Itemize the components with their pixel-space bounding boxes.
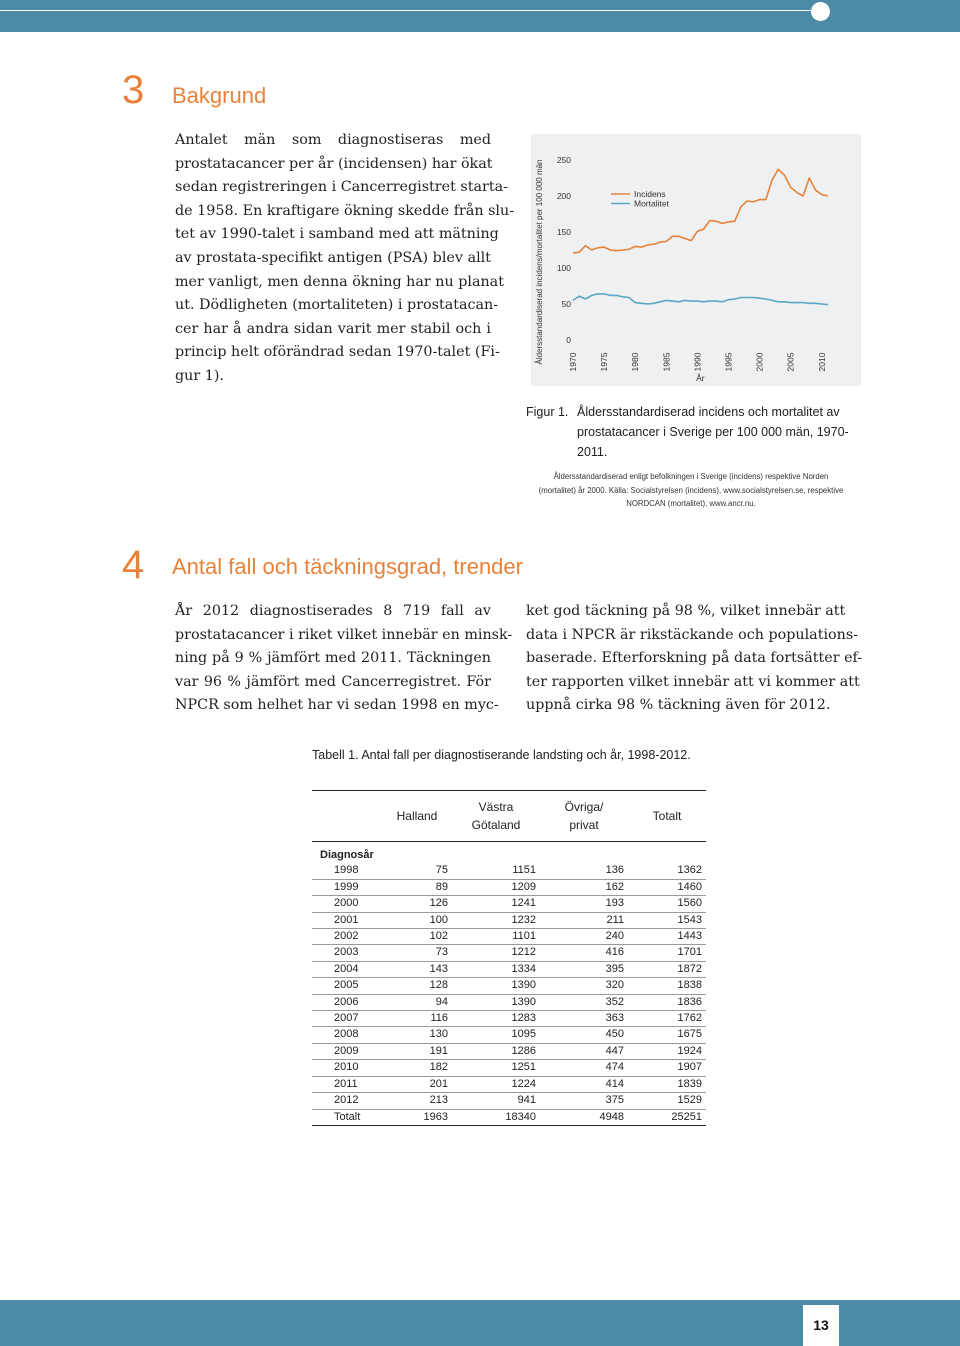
section-3-body xyxy=(175,129,515,389)
text-line: ut. Dödligheten (mortaliteten) i prostatacan- xyxy=(175,297,499,314)
value-cell: 1460 xyxy=(628,879,706,895)
value-cell: 73 xyxy=(382,945,452,961)
series-line-mortalitet xyxy=(573,294,828,305)
table-row xyxy=(312,1060,706,1076)
x-tick-label: 1990 xyxy=(692,352,703,372)
value-cell: 182 xyxy=(382,1060,452,1076)
value-cell: 416 xyxy=(540,945,628,961)
row-header-label: Diagnosår xyxy=(320,849,374,861)
figure-caption-text xyxy=(577,402,849,462)
value-cell: 1334 xyxy=(452,961,540,977)
table-header-row xyxy=(312,791,706,842)
text-line: var 96 % jämfört med Cancerregistret. För xyxy=(175,673,491,690)
figure-caption-line: prostatacancer i Sverige per 100 000 män, 1970- xyxy=(577,425,849,439)
value-cell: 240 xyxy=(540,929,628,945)
value-cell: 94 xyxy=(382,994,452,1010)
text-line: tet av 1990-talet i samband med att mätning xyxy=(175,226,499,243)
value-cell: 116 xyxy=(382,1011,452,1027)
value-cell: 320 xyxy=(540,978,628,994)
legend-label: Incidens xyxy=(634,189,666,199)
text-line: de 1958. En kraftigare ökning skedde från slu- xyxy=(175,202,515,219)
table-row xyxy=(312,863,706,879)
table-row xyxy=(312,978,706,994)
text-line: ter rapporten vilket innebär att vi kommer att xyxy=(526,673,860,690)
value-cell: 447 xyxy=(540,1043,628,1059)
section-4-number: 4 xyxy=(122,543,145,587)
text-line: mer vanligt, men denna ökning har nu planat xyxy=(175,273,504,290)
text-line: ning på 9 % jämfört med 2011. Täckningen xyxy=(175,650,491,667)
value-cell: 1838 xyxy=(628,978,706,994)
table-row xyxy=(312,1043,706,1059)
x-axis-title: År xyxy=(696,373,705,383)
value-cell: 1872 xyxy=(628,961,706,977)
col-header-ovriga-privat: Övriga/ privat xyxy=(540,791,628,842)
text-line: År 2012 diagnostiserades 8 719 fall av xyxy=(175,603,491,619)
value-cell: 1224 xyxy=(452,1076,540,1092)
table-row xyxy=(312,912,706,928)
figure-source-line: (mortalitet) år 2000. Källa: Socialstyrelsen (incidens), www.socialstyrelsen.se, respektive xyxy=(538,485,844,495)
legend-label: Mortalitet xyxy=(634,198,669,209)
value-cell: 128 xyxy=(382,978,452,994)
text-line: gur 1). xyxy=(175,367,224,384)
value-cell: 1151 xyxy=(452,863,540,879)
value-cell: 1560 xyxy=(628,896,706,912)
value-cell: 143 xyxy=(382,961,452,977)
y-tick-label: 250 xyxy=(556,155,571,165)
series-line-incidens xyxy=(573,169,828,253)
text-line: prostatacancer per år (incidensen) har ökat xyxy=(175,155,493,172)
value-cell: 1101 xyxy=(452,929,540,945)
text-line: NPCR som helhet har vi sedan 1998 en myc- xyxy=(175,697,499,714)
value-cell: 474 xyxy=(540,1060,628,1076)
col-header-vastra-gotaland: Västra Götaland xyxy=(452,791,540,842)
row-label-cell: 2007 xyxy=(312,1011,382,1027)
y-tick-label: 150 xyxy=(556,227,571,237)
row-label-cell: 2009 xyxy=(312,1043,382,1059)
row-header-row xyxy=(312,842,706,864)
row-label-cell: 1998 xyxy=(312,863,382,879)
value-cell: 1286 xyxy=(452,1043,540,1059)
value-cell: 1839 xyxy=(628,1076,706,1092)
value-cell: 1836 xyxy=(628,994,706,1010)
row-label-cell: 2008 xyxy=(312,1027,382,1043)
text-line: ket god täckning på 98 %, vilket innebär att xyxy=(526,603,846,619)
value-cell: 1251 xyxy=(452,1060,540,1076)
header-dot xyxy=(811,2,830,21)
value-cell: 1241 xyxy=(452,896,540,912)
value-cell: 1529 xyxy=(628,1093,706,1109)
value-cell: 450 xyxy=(540,1027,628,1043)
text-line: prostatacancer i riket vilket innebär en minsk- xyxy=(175,626,513,643)
row-label-cell: Totalt xyxy=(312,1109,382,1125)
header-band xyxy=(0,0,960,32)
y-tick-label: 100 xyxy=(556,263,571,273)
value-cell: 941 xyxy=(452,1093,540,1109)
x-tick-label: 2010 xyxy=(816,352,827,372)
row-label-cell: 2000 xyxy=(312,896,382,912)
text-line: Antalet män som diagnostiseras med xyxy=(175,132,491,148)
text-line: cer har å andra sidan varit mer stabil och i xyxy=(175,320,491,337)
text-line: baserade. Efterforskning på data fortsätter ef- xyxy=(526,650,863,667)
value-cell: 395 xyxy=(540,961,628,977)
table-row xyxy=(312,1093,706,1109)
figure-source-line: Åldersstandardiserad enligt befolkningen i Sverige (incidens) respektive Norden xyxy=(553,472,829,481)
x-tick-label: 2000 xyxy=(754,352,765,372)
value-cell: 1701 xyxy=(628,945,706,961)
y-tick-label: 0 xyxy=(566,335,571,345)
value-cell: 75 xyxy=(382,863,452,879)
col-header-halland: Halland xyxy=(382,791,452,842)
value-cell: 25251 xyxy=(628,1109,706,1125)
value-cell: 363 xyxy=(540,1011,628,1027)
value-cell: 1390 xyxy=(452,994,540,1010)
row-label-cell: 2003 xyxy=(312,945,382,961)
figure-caption-line: 2011. xyxy=(577,445,608,459)
value-cell: 130 xyxy=(382,1027,452,1043)
table-row xyxy=(312,1027,706,1043)
x-tick-label: 1975 xyxy=(599,352,610,372)
y-tick-label: 200 xyxy=(556,191,571,201)
row-label-cell: 2010 xyxy=(312,1060,382,1076)
value-cell: 1963 xyxy=(382,1109,452,1125)
row-label-cell: 2001 xyxy=(312,912,382,928)
value-cell: 1762 xyxy=(628,1011,706,1027)
y-tick-label: 50 xyxy=(561,299,571,309)
x-tick-label: 1980 xyxy=(630,352,641,372)
value-cell: 18340 xyxy=(452,1109,540,1125)
value-cell: 352 xyxy=(540,994,628,1010)
value-cell: 4948 xyxy=(540,1109,628,1125)
text-line: princip helt oförändrad sedan 1970-talet (Fi- xyxy=(175,344,500,361)
figure-label: Figur 1. xyxy=(526,405,569,419)
section-4-title: Antal fall och täckningsgrad, trender xyxy=(172,554,523,579)
value-cell: 191 xyxy=(382,1043,452,1059)
text-line: data i NPCR är rikstäckande och populations- xyxy=(526,626,859,643)
value-cell: 126 xyxy=(382,896,452,912)
value-cell: 102 xyxy=(382,929,452,945)
table-total-row xyxy=(312,1109,706,1125)
value-cell: 1209 xyxy=(452,879,540,895)
value-cell: 213 xyxy=(382,1093,452,1109)
table-row xyxy=(312,1011,706,1027)
table-row xyxy=(312,994,706,1010)
col-header-totalt: Totalt xyxy=(628,791,706,842)
x-tick-label: 1995 xyxy=(723,352,734,372)
value-cell: 162 xyxy=(540,879,628,895)
value-cell: 375 xyxy=(540,1093,628,1109)
table-row xyxy=(312,961,706,977)
incidence-mortality-chart xyxy=(522,130,862,392)
text-line: sedan registreringen i Cancerregistret starta- xyxy=(175,179,508,196)
table-row xyxy=(312,879,706,895)
value-cell: 1212 xyxy=(452,945,540,961)
table-row xyxy=(312,896,706,912)
table-caption: Tabell 1. Antal fall per diagnostiserande landsting och år, 1998-2012. xyxy=(312,748,691,762)
value-cell: 211 xyxy=(540,912,628,928)
figure-caption-line: Åldersstandardiserad incidens och mortalitet av xyxy=(577,405,840,419)
value-cell: 100 xyxy=(382,912,452,928)
table-row xyxy=(312,1076,706,1092)
figure-source-note xyxy=(526,470,856,511)
section-3-number: 3 xyxy=(122,68,145,112)
value-cell: 1232 xyxy=(452,912,540,928)
text-line: av prostata-specifikt antigen (PSA) blev allt xyxy=(175,249,491,266)
figure-source-line: NORDCAN (mortalitet), www.ancr.nu. xyxy=(626,499,756,508)
value-cell: 1907 xyxy=(628,1060,706,1076)
row-label-cell: 2012 xyxy=(312,1093,382,1109)
row-label-cell: 2002 xyxy=(312,929,382,945)
row-label-cell: 1999 xyxy=(312,879,382,895)
value-cell: 1675 xyxy=(628,1027,706,1043)
row-label-cell: 2004 xyxy=(312,961,382,977)
value-cell: 1924 xyxy=(628,1043,706,1059)
x-tick-label: 1970 xyxy=(568,352,578,372)
value-cell: 1443 xyxy=(628,929,706,945)
value-cell: 1390 xyxy=(452,978,540,994)
x-tick-label: 1985 xyxy=(661,352,672,372)
table-row xyxy=(312,945,706,961)
value-cell: 136 xyxy=(540,863,628,879)
text-line: uppnå cirka 98 % täckning även för 2012. xyxy=(526,697,831,714)
value-cell: 1283 xyxy=(452,1011,540,1027)
x-tick-label: 2005 xyxy=(785,352,796,372)
table-corner xyxy=(312,791,382,842)
row-label-cell: 2006 xyxy=(312,994,382,1010)
value-cell: 414 xyxy=(540,1076,628,1092)
value-cell: 1095 xyxy=(452,1027,540,1043)
cases-table xyxy=(312,790,706,1126)
page-number: 13 xyxy=(803,1305,839,1346)
row-label-cell: 2005 xyxy=(312,978,382,994)
value-cell: 1362 xyxy=(628,863,706,879)
value-cell: 201 xyxy=(382,1076,452,1092)
section-4-column-2 xyxy=(526,600,863,718)
row-label-cell: 2011 xyxy=(312,1076,382,1092)
figure-caption xyxy=(526,402,856,462)
y-axis-title: Åldersstandardiserad incidens/mortalitet per 100 000 män xyxy=(535,159,544,365)
value-cell: 1543 xyxy=(628,912,706,928)
section-3-title: Bakgrund xyxy=(172,83,267,108)
table-row xyxy=(312,929,706,945)
section-4-column-1 xyxy=(175,600,513,718)
header-rule xyxy=(0,10,812,11)
value-cell: 193 xyxy=(540,896,628,912)
value-cell: 89 xyxy=(382,879,452,895)
